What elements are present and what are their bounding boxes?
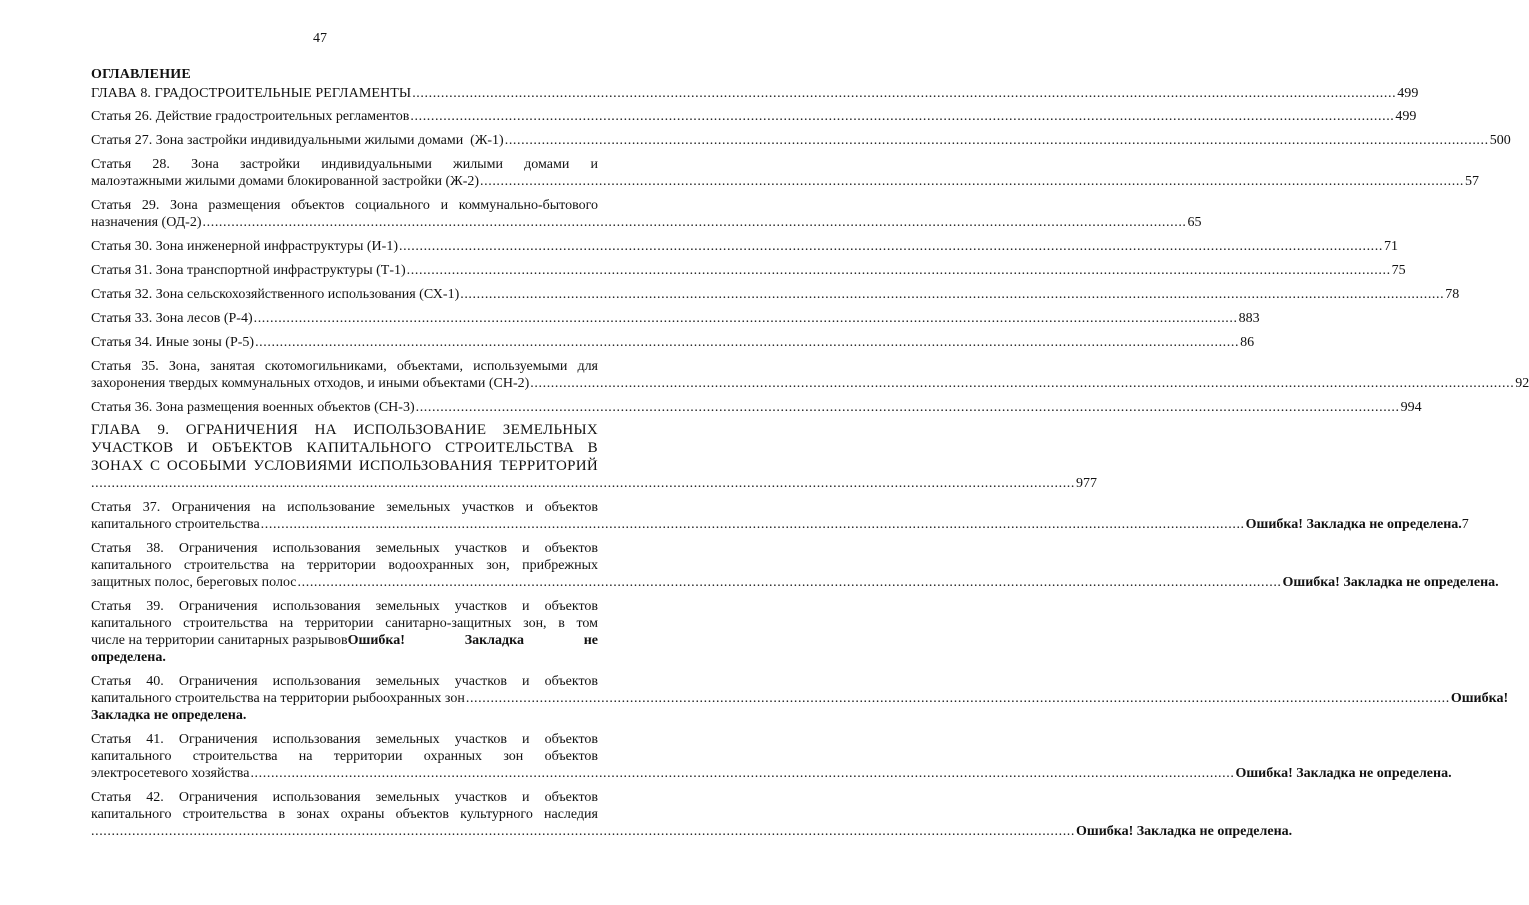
toc-entry-title: Статья 33. Зона лесов (Р-4) [91, 311, 253, 326]
toc-entry-title-line: Статья 42. Ограничения использования земельных участков и объектов [91, 790, 598, 805]
toc-entry-article-36[interactable] [91, 399, 1422, 416]
dot-leader [407, 262, 1391, 279]
dot-leader [480, 173, 1464, 190]
bookmark-error: Ошибка! [1450, 691, 1509, 706]
toc-entry-title-line: ЗОНАХ С ОСОБЫМИ УСЛОВИЯМИ ИСПОЛЬЗОВАНИЯ ТЕРРИТОРИЙ [91, 458, 598, 474]
table-of-contents [91, 66, 1529, 847]
toc-entry-title: защитных полос, береговых полос [91, 575, 297, 590]
toc-entry-title: ГЛАВА 8. ГРАДОСТРОИТЕЛЬНЫЕ РЕГЛАМЕНТЫ [91, 86, 412, 101]
toc-entry-page: 977 [1076, 476, 1097, 491]
dot-leader [410, 108, 1394, 125]
toc-entry-title: Статья 26. Действие градостроительных регламентов [91, 109, 410, 124]
toc-entry-title: Статья 36. Зона размещения военных объектов (СН-3) [91, 400, 415, 415]
bookmark-error-word: определена. [91, 650, 166, 665]
toc-entry-title: капитального строительства [91, 517, 260, 532]
toc-entry-title-line: Статья 40. Ограничения использования земельных участков и объектов [91, 674, 598, 689]
toc-entry-article-33[interactable] [91, 310, 1260, 327]
page-number: 47 [313, 31, 327, 46]
toc-entry-title-line: Статья 37. Ограничения на использование земельных участков и объектов [91, 500, 598, 515]
dot-leader [530, 375, 1514, 392]
toc-entry-page: 92 [1515, 376, 1529, 391]
toc-entry-article-32[interactable] [91, 286, 1460, 303]
toc-entry-title: захоронения твердых коммунальных отходов, и иными объектами (СН-2) [91, 376, 530, 391]
toc-entry-title: Статья 34. Иные зоны (Р-5) [91, 335, 255, 350]
toc-entry-article-29[interactable] [91, 197, 1202, 231]
toc-entry-page: 500 [1489, 133, 1511, 148]
toc-entry-title-line: капитального строительства в зонах охраны объектов культурного наследия [91, 807, 598, 822]
toc-entry-title: числе на территории санитарных разрывов [91, 633, 348, 648]
toc-entry-article-40[interactable] [91, 673, 1509, 724]
toc-entry-article-39[interactable] [91, 598, 598, 666]
dot-leader [261, 516, 1245, 533]
toc-entry-article-31[interactable] [91, 262, 1406, 279]
dot-leader [203, 214, 1187, 231]
toc-entry-title-line: Статья 41. Ограничения использования земельных участков и объектов [91, 732, 598, 747]
toc-entry-page: 86 [1240, 335, 1255, 350]
toc-entry-article-27[interactable] [91, 132, 1511, 149]
toc-entry-title-line: Статья 39. Ограничения использования земельных участков и объектов [91, 599, 598, 614]
bookmark-error: Ошибка! [347, 633, 405, 648]
toc-entry-article-38[interactable] [91, 540, 1499, 591]
toc-entry-article-37[interactable] [91, 499, 1469, 533]
dot-leader [460, 286, 1444, 303]
toc-entry-title: Статья 30. Зона инженерной инфраструктуры (И-1) [91, 239, 398, 254]
toc-entry-page: 499 [1397, 86, 1419, 101]
toc-entry-page: 57 [1465, 174, 1480, 189]
bookmark-error: Ошибка! Закладка не определена. [1245, 517, 1462, 532]
toc-entry-article-28[interactable] [91, 156, 1480, 190]
dot-leader [505, 132, 1489, 149]
toc-entry-article-41[interactable] [91, 731, 1452, 782]
bookmark-error-word: Закладка не определена. [91, 708, 247, 723]
dot-leader [412, 85, 1396, 102]
toc-entry-title: Статья 31. Зона транспортной инфраструктуры (Т-1) [91, 263, 406, 278]
toc-entry-title: малоэтажными жилыми домами блокированной застройки (Ж-2) [91, 174, 480, 189]
toc-entry-article-34[interactable] [91, 334, 1255, 351]
toc-entry-title-line: Статья 28. Зона застройки индивидуальными жилыми домами и [91, 157, 598, 172]
toc-entry-title-line: УЧАСТКОВ И ОБЪЕКТОВ КАПИТАЛЬНОГО СТРОИТЕЛЬСТВА В [91, 440, 598, 456]
dot-leader [254, 310, 1238, 327]
dot-leader [91, 475, 1075, 492]
toc-entry-article-35[interactable] [91, 358, 1529, 392]
toc-entry-title: электросетевого хозяйства [91, 766, 250, 781]
toc-entry-title-line: Статья 35. Зона, занятая скотомогильниками, объектами, используемыми для [91, 359, 598, 374]
toc-heading: ОГЛАВЛЕНИЕ [91, 67, 191, 82]
bookmark-error-word: Закладка [464, 633, 524, 648]
bookmark-error: Ошибка! Закладка не определена. [1282, 575, 1499, 590]
toc-entry-page: 994 [1400, 400, 1422, 415]
toc-entry-article-42[interactable] [91, 789, 1293, 840]
dot-leader [399, 238, 1383, 255]
toc-entry-title: Статья 32. Зона сельскохозяйственного использования (СХ-1) [91, 287, 460, 302]
toc-entry-title-line: Статья 38. Ограничения использования земельных участков и объектов [91, 541, 598, 556]
toc-entry-page: 7 [1461, 517, 1469, 532]
toc-entry-page: 78 [1445, 287, 1460, 302]
dot-leader [250, 765, 1234, 782]
toc-entry-title-line: ГЛАВА 9. ОГРАНИЧЕНИЯ НА ИСПОЛЬЗОВАНИЕ ЗЕМЕЛЬНЫХ [91, 422, 598, 438]
dot-leader [91, 823, 1075, 840]
toc-entry-chapter-8[interactable] [91, 85, 1419, 102]
toc-entry-title-line: Статья 29. Зона размещения объектов социального и коммунально-бытового [91, 198, 598, 213]
toc-entry-title-line: капитального строительства на территории водоохранных зон, прибрежных [91, 558, 598, 573]
dot-leader [466, 690, 1450, 707]
toc-entry-page: 71 [1383, 239, 1398, 254]
toc-entry-chapter-9[interactable] [91, 421, 1097, 492]
toc-entry-title: Статья 27. Зона застройки индивидуальными жилыми домами (Ж-1) [91, 133, 504, 148]
toc-entry-page: 65 [1187, 215, 1202, 230]
bookmark-error: Ошибка! Закладка не определена. [1076, 824, 1293, 839]
dot-leader [298, 574, 1282, 591]
dot-leader [416, 399, 1400, 416]
bookmark-error: Ошибка! Закладка не определена. [1235, 766, 1452, 781]
bookmark-error-word: не [583, 633, 598, 648]
toc-entry-page: 883 [1238, 311, 1260, 326]
dot-leader [255, 334, 1239, 351]
toc-entry-title: капитального строительства на территории рыбоохранных зон [91, 691, 465, 706]
toc-entry-article-30[interactable] [91, 238, 1398, 255]
toc-entry-page: 75 [1391, 263, 1406, 278]
toc-entry-page: 499 [1395, 109, 1417, 124]
toc-entry-title-line: капитального строительства на территории охранных зон объектов [91, 749, 598, 764]
toc-entry-title-group [91, 632, 405, 649]
toc-entry-title-line: капитального строительства на территории санитарно-защитных зон, в том [91, 616, 598, 631]
toc-entry-title: назначения (ОД-2) [91, 215, 202, 230]
toc-entry-article-26[interactable] [91, 108, 1417, 125]
